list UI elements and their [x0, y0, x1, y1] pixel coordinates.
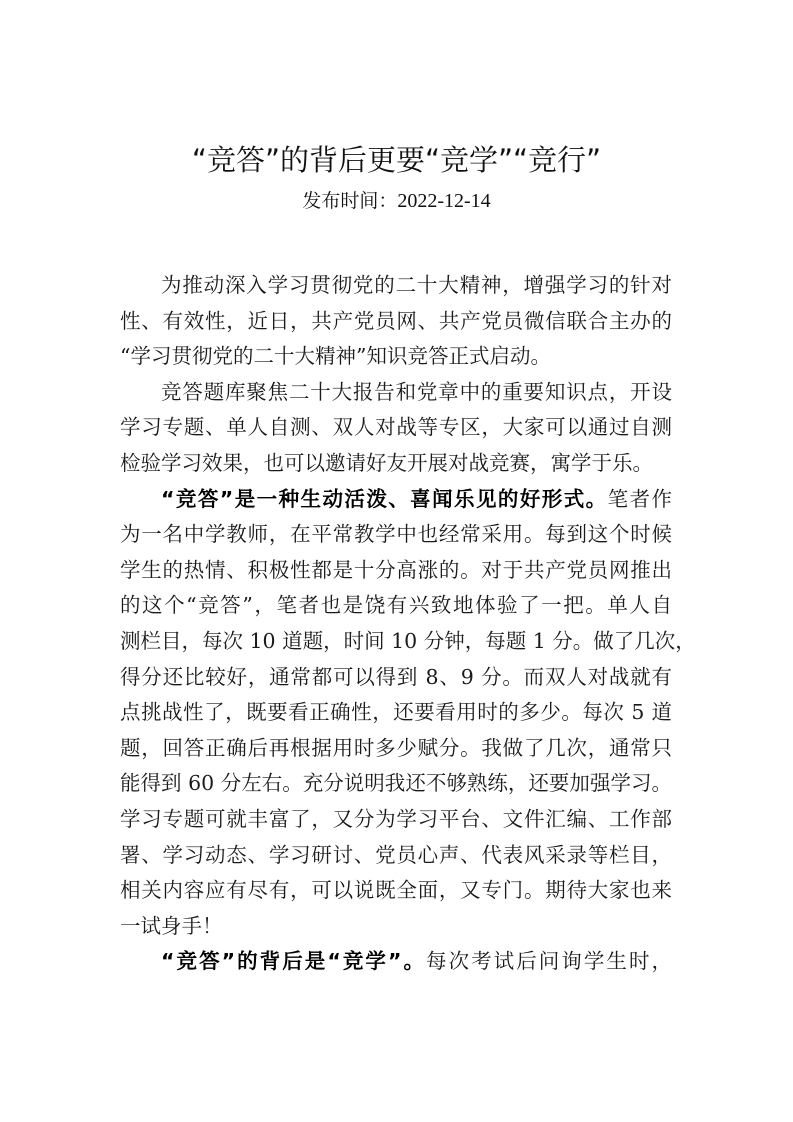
- bold-lead-sentence: “竞答”是一种生动活泼、喜闻乐见的好形式。: [161, 486, 608, 511]
- text-line: [120, 944, 672, 980]
- text-line: [120, 446, 672, 482]
- publish-date-value: 2022-12-14: [397, 190, 491, 212]
- page-title: “竞答”的背后更要“竞学”“竞行”: [191, 143, 602, 177]
- publish-date-label: 发布时间：: [302, 190, 398, 212]
- line-text: 学习专题可就丰富了，又分为学习平台、文件汇编、工作部: [120, 806, 672, 831]
- text-line: [120, 766, 672, 802]
- line-text: 得分还比较好，通常都可以得到 8、9 分。而双人对战就有: [120, 664, 672, 689]
- line-text: 竞答题库聚焦二十大报告和党章中的重要知识点，开设: [161, 379, 672, 404]
- text-line: [120, 660, 672, 696]
- text-line: [120, 909, 672, 945]
- bold-lead-sentence: “竞答”的背后是“竞学”。: [161, 949, 427, 974]
- text-line: [120, 624, 696, 660]
- text-line: [120, 375, 672, 411]
- text-line: [120, 695, 672, 731]
- line-text: 能得到 60 分左右。充分说明我还不够熟练，还要加强学习。: [120, 771, 672, 796]
- text-line: [120, 339, 672, 375]
- line-text: 检验学习效果，也可以邀请好友开展对战竞赛，寓学于乐。: [120, 450, 653, 475]
- text-line: [120, 588, 672, 624]
- line-text: 署、学习动态、学习研讨、党员心声、代表风采录等栏目，: [120, 842, 672, 867]
- line-text: 测栏目，每次 10 道题，时间 10 分钟，每题 1 分。做了几次，: [120, 628, 696, 653]
- text-line: [120, 553, 672, 589]
- line-text: 相关内容应有尽有，可以说既全面，又专门。期待大家也来: [120, 878, 672, 903]
- line-text: 每次考试后问询学生时，: [426, 949, 672, 974]
- text-line: [120, 731, 672, 767]
- line-text: 的这个“竞答”，笔者也是饶有兴致地体验了一把。单人自: [120, 593, 672, 618]
- text-line: [120, 838, 672, 874]
- line-text: 性、有效性，近日，共产党员网、共产党员微信联合主办的: [120, 308, 672, 333]
- line-text: 为推动深入学习贯彻党的二十大精神，增强学习的针对: [161, 273, 672, 297]
- text-line: [120, 517, 672, 553]
- text-line: [120, 802, 672, 838]
- line-text: 学生的热情、积极性都是十分高涨的。对于共产党员网推出: [120, 557, 672, 582]
- text-line: [120, 268, 672, 304]
- publish-date: [0, 187, 793, 215]
- line-text: 点挑战性了，既要看正确性，还要看用时的多少。每次 5 道: [120, 700, 672, 725]
- line-text: 学习专题、单人自测、双人对战等专区，大家可以通过自测: [120, 415, 672, 440]
- line-text: 笔者作: [607, 486, 672, 511]
- line-text: 为一名中学教师，在平常教学中也经常采用。每到这个时候: [120, 522, 672, 547]
- text-line: [120, 873, 672, 909]
- text-line: [120, 304, 672, 340]
- line-text: 一试身手！: [120, 913, 223, 938]
- article-body: [120, 268, 696, 980]
- text-line: [120, 482, 672, 518]
- line-text: “学习贯彻党的二十大精神”知识竞答正式启动。: [120, 344, 551, 369]
- line-text: 题，回答正确后再根据用时多少赋分。我做了几次，通常只: [120, 735, 672, 760]
- text-line: [120, 410, 672, 446]
